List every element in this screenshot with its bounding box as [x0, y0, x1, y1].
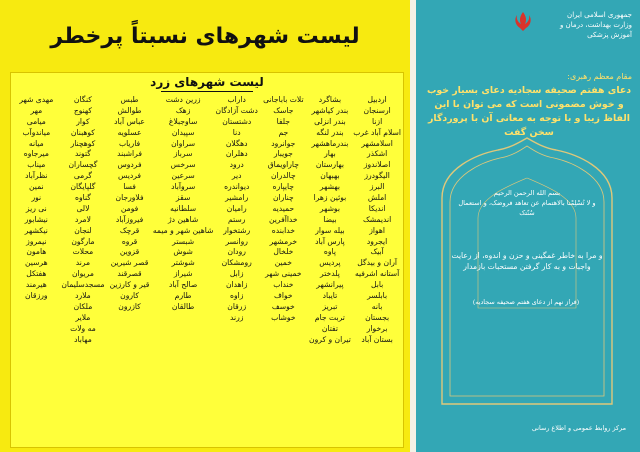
city-cell: شاهین دژ: [168, 214, 199, 224]
city-cell: بهشهر: [319, 182, 340, 192]
city-cell: خمین: [274, 258, 292, 268]
city-cell: پردیس: [319, 258, 341, 268]
city-cell: میانه: [28, 138, 44, 148]
city-cell: فسا: [123, 182, 136, 192]
city-cell: قیر و کارزین: [109, 280, 150, 290]
city-cell: رومشکان: [221, 258, 252, 268]
ministry-name: [552, 10, 632, 40]
city-cell: مه ولات: [70, 323, 96, 333]
city-cell: بندر لنگه: [316, 127, 344, 137]
city-cell: فلاورجان: [115, 193, 144, 203]
city-cell: تبریز: [322, 301, 338, 311]
city-cell: بیضا: [323, 214, 337, 224]
city-cell: کوهچنار: [70, 138, 96, 148]
city-cell: دیر: [231, 171, 242, 181]
city-cell: جم: [278, 127, 289, 137]
city-cell: اسلامشهر: [361, 138, 393, 148]
city-cell: طوالش: [117, 105, 142, 115]
city-cell: جاسک: [273, 105, 294, 115]
city-cell: میناب: [27, 160, 46, 170]
city-cell: [260, 324, 307, 335]
city-cell: اشکذر: [366, 149, 388, 159]
city-cell: گناوه: [74, 193, 91, 203]
city-cell: شبستر: [172, 236, 195, 246]
city-cell: بوئین زهرا: [313, 193, 347, 203]
city-cell: [260, 335, 307, 346]
city-cell: سپیدان: [171, 127, 195, 137]
city-cell: زهک: [175, 105, 191, 115]
city-cell: داراب: [227, 95, 246, 104]
city-cell: [13, 324, 60, 335]
city-cell: میرجاوه: [23, 149, 49, 159]
city-cell: هفتکل: [26, 269, 47, 279]
leader-label: مقام معظم رهبری:: [567, 72, 632, 81]
city-cell: سرعین: [171, 171, 195, 181]
city-cell: هامون: [26, 247, 47, 257]
city-grid: [13, 95, 401, 445]
city-cell: کنگان: [73, 95, 92, 104]
city-cell: عباس آباد: [114, 116, 145, 126]
city-cell: روانسر: [225, 236, 248, 246]
city-cell: لالی: [76, 203, 90, 213]
city-cell: [153, 335, 214, 346]
city-cell: چالدران: [270, 171, 296, 181]
city-cell: عسلویه: [117, 127, 142, 137]
city-cell: قصر شیرین: [110, 258, 149, 268]
city-cell: نمین: [29, 182, 44, 192]
city-cell: خرمشهر: [269, 236, 298, 246]
city-cell: بهار: [324, 149, 336, 159]
city-cell: جوانرود: [271, 138, 296, 148]
city-cell: بندرماهشهر: [311, 138, 349, 148]
city-cell: [13, 313, 60, 324]
city-cell: مهر: [30, 105, 43, 115]
city-cell: رامشیر: [225, 193, 249, 203]
city-cell: قزوین: [119, 247, 140, 257]
city-cell: تفتان: [321, 323, 338, 333]
city-cell: هرسین: [25, 258, 48, 268]
city-cell: البرز: [369, 182, 385, 192]
page-title: لیست شهرهای نسبتاً پرخطر: [50, 24, 360, 49]
city-cell: لامرد: [74, 214, 91, 224]
city-cell: آران و بیدگل: [357, 258, 397, 268]
city-cell: تلات باباجانی: [263, 95, 304, 104]
city-cell: مهاباد: [74, 334, 92, 344]
city-cell: سراوان: [171, 138, 196, 148]
city-cell: فیروزآباد: [115, 214, 144, 224]
city-cell: زرقان: [227, 301, 247, 311]
city-cell: بهبهان: [320, 171, 340, 181]
city-cell: جلفا: [276, 116, 290, 126]
dua-translation: و مرا به خاطر غمگینی و حزن و اندوه، از رعایت واجبات و به کار گرفتن مستحبات بازمدار: [451, 251, 603, 271]
ministry-line-2: وزارت بهداشت، درمان و آموزش پزشکی: [559, 21, 632, 39]
city-cell: اندیکا: [368, 203, 386, 213]
city-cell: مسجدسلیمان: [61, 280, 105, 290]
city-cell: تایباد: [322, 291, 338, 301]
city-cell: میامی: [26, 116, 46, 126]
city-cell: پاوه: [323, 247, 336, 257]
city-cell: خنداب: [273, 280, 294, 290]
city-cell: زاهدان: [225, 280, 248, 290]
city-cell: رشتخوار: [223, 225, 251, 235]
city-cell: زرند: [229, 312, 244, 322]
city-cell: جویبار: [273, 149, 293, 159]
city-cell: بشاگرد: [318, 95, 342, 104]
city-cell: ایجرود: [366, 236, 388, 246]
city-cell: دهلران: [225, 149, 248, 159]
city-cell: [13, 335, 60, 346]
city-cell: آبیک: [370, 247, 384, 257]
city-cell: سلطانیه: [170, 203, 197, 213]
city-cell: کارون: [120, 291, 139, 301]
bismillah-text: [452, 188, 602, 218]
city-cell: املش: [367, 193, 387, 203]
city-cell: چایپاره: [272, 182, 294, 192]
city-cell: زاوه: [229, 291, 244, 301]
city-cell: طارم: [174, 291, 192, 301]
city-cell: اصلاندوز: [363, 160, 391, 170]
city-cell: برخوار: [366, 323, 388, 333]
city-cell: نی ریز: [25, 203, 47, 213]
bismillah-line: بسم الله الرحمن الرحیم: [493, 189, 561, 197]
city-cell: نیکشهر: [24, 225, 48, 235]
city-cell: بانه: [371, 301, 383, 311]
city-cell: لنجان: [74, 225, 92, 235]
dua-reference: (فراز نهم از دعای هفتم صحیفه سجادیه): [472, 298, 580, 306]
city-cell: خوشاب: [271, 312, 296, 322]
city-cell: ورزقان: [25, 291, 48, 301]
city-cell: چناران: [272, 193, 294, 203]
ministry-line-1: جمهوری اسلامی ایران: [567, 11, 632, 19]
city-cell: ساوجبلاغ: [168, 116, 198, 126]
city-cell: دشت آزادگان: [215, 105, 258, 115]
city-cell: صالح آباد: [168, 280, 198, 290]
city-cell: بندر کیاشهر: [311, 105, 349, 115]
city-cell: مرند: [75, 258, 91, 268]
city-cell: رودان: [227, 247, 246, 257]
city-cell: [13, 302, 60, 313]
city-cell: زابل: [229, 269, 244, 279]
leader-quote: دعای هفتم صحیفه سجادیه دعای بسیار خوب و خوش مضمونی است که می توان با این الفاظ زیبا و با توجه به معانی آن با پروردگار سخن گفت: [426, 85, 632, 138]
city-cell: گچساران: [68, 160, 98, 170]
city-cell: [106, 335, 153, 346]
city-cell: سرخس: [170, 160, 196, 170]
city-cell: قروه: [121, 236, 138, 246]
city-cell: پلدختر: [320, 269, 340, 279]
city-cell: بوشهر: [319, 203, 340, 213]
city-cell: رستم: [228, 214, 246, 224]
city-cell: هیرمند: [25, 280, 47, 290]
city-cell: خمینی شهر: [265, 269, 302, 279]
city-cell: سروآباد: [171, 182, 196, 192]
city-cell: پیرانشهر: [316, 280, 344, 290]
city-cell: محلات: [72, 247, 94, 257]
city-cell: سرباز: [173, 149, 193, 159]
city-cell: اندیمشک: [362, 214, 392, 224]
city-cell: کوار: [76, 116, 90, 126]
footer-credit: مرکز روابط عمومی و اطلاع رسانی: [531, 424, 626, 432]
city-cell: تربت جام: [314, 312, 345, 322]
city-cell: دنا: [232, 127, 241, 137]
city-cell: نظرآباد: [25, 171, 48, 181]
city-cell: شیراز: [173, 269, 193, 279]
city-cell: نیمروز: [26, 236, 47, 246]
city-cell: تیران و کرون: [309, 334, 351, 344]
cities-table: [10, 72, 404, 448]
city-cell: اهواز: [369, 225, 386, 235]
city-cell: خلخال: [273, 247, 294, 257]
city-cell: درود: [229, 160, 244, 170]
city-cell: [153, 324, 214, 335]
city-cell: بهارستان: [315, 160, 344, 170]
city-cell: فردوس: [117, 160, 142, 170]
city-cell: ازنا: [372, 116, 383, 126]
city-cell: زرین دشت: [165, 95, 201, 104]
city-cell: نیشابور: [24, 214, 48, 224]
city-cell: شوشتر: [171, 258, 195, 268]
arch-frame-ornament: [438, 138, 616, 408]
city-cell: گرمی: [73, 171, 93, 181]
city-cell: کازرون: [118, 301, 141, 311]
city-cell: طالقان: [171, 301, 195, 311]
city-cell: دیواندره: [224, 182, 250, 192]
city-cell: فراشبند: [117, 149, 142, 159]
city-cell: [106, 313, 153, 324]
city-cell: بجستان: [365, 312, 390, 322]
subtitle-underline: [161, 91, 253, 92]
city-cell: مارگون: [71, 236, 95, 246]
city-cell: [106, 324, 153, 335]
city-cell: خواف: [274, 291, 293, 301]
city-cell: بیله سوار: [315, 225, 345, 235]
city-cell: فردیس: [118, 171, 142, 181]
city-cell: الیگودرز: [364, 171, 390, 181]
city-cell: گلپایگان: [70, 182, 96, 192]
city-cell: طبس: [120, 95, 139, 104]
arabic-text: و لا تُسْلِمْنا بالاهتمام عن تعاهد فروضک، و استعمال سُنّتک: [458, 199, 596, 217]
city-cell: مریوان: [71, 269, 94, 279]
city-cell: سقز: [175, 193, 191, 203]
city-cell: خوسف: [271, 301, 295, 311]
table-subtitle: لیست شهرهای زرد: [150, 75, 264, 89]
city-cell: خداآفرین: [269, 214, 298, 224]
city-cell: خدابنده: [271, 225, 295, 235]
city-cell: ملارد: [75, 291, 91, 301]
city-cell: چاراویماق: [267, 160, 299, 170]
city-cell: قرچک: [119, 225, 140, 235]
city-cell: بستان آباد: [361, 334, 393, 344]
city-cell: ملکان: [73, 301, 93, 311]
city-cell: رامیان: [226, 203, 247, 213]
city-cell: ملایر: [75, 312, 91, 322]
city-cell: دشتستان: [222, 116, 252, 126]
city-cell: مهدی شهر: [19, 95, 54, 104]
city-cell: فومن: [120, 203, 139, 213]
city-cell: نور: [31, 193, 42, 203]
city-cell: آستانه اشرفیه: [354, 269, 400, 279]
city-cell: اسلام آباد غرب: [353, 127, 401, 137]
city-cell: شاهین شهر و میمه: [152, 225, 214, 235]
city-cell: فاریاب: [118, 138, 141, 148]
city-cell: میاندوآب: [22, 127, 51, 137]
city-cell: گتوند: [74, 149, 91, 159]
city-cell: شوش: [173, 247, 193, 257]
city-cell: [213, 324, 260, 335]
city-cell: بندر انزلی: [314, 116, 346, 126]
city-cell: پارس آباد: [315, 236, 345, 246]
city-cell: ارسنجان: [363, 105, 391, 115]
city-cell: کوهبنان: [70, 127, 95, 137]
city-cell: [213, 335, 260, 346]
iran-emblem-icon: [512, 10, 534, 34]
city-cell: بابلسر: [367, 291, 388, 301]
city-cell: حمیدیه: [272, 203, 295, 213]
city-cell: دهگلان: [225, 138, 248, 148]
city-cell: [153, 313, 214, 324]
city-cell: اردبیل: [367, 95, 387, 104]
city-cell: بابل: [370, 280, 384, 290]
city-cell: کهنوج: [73, 105, 93, 115]
city-cell: قصرقند: [117, 269, 142, 279]
